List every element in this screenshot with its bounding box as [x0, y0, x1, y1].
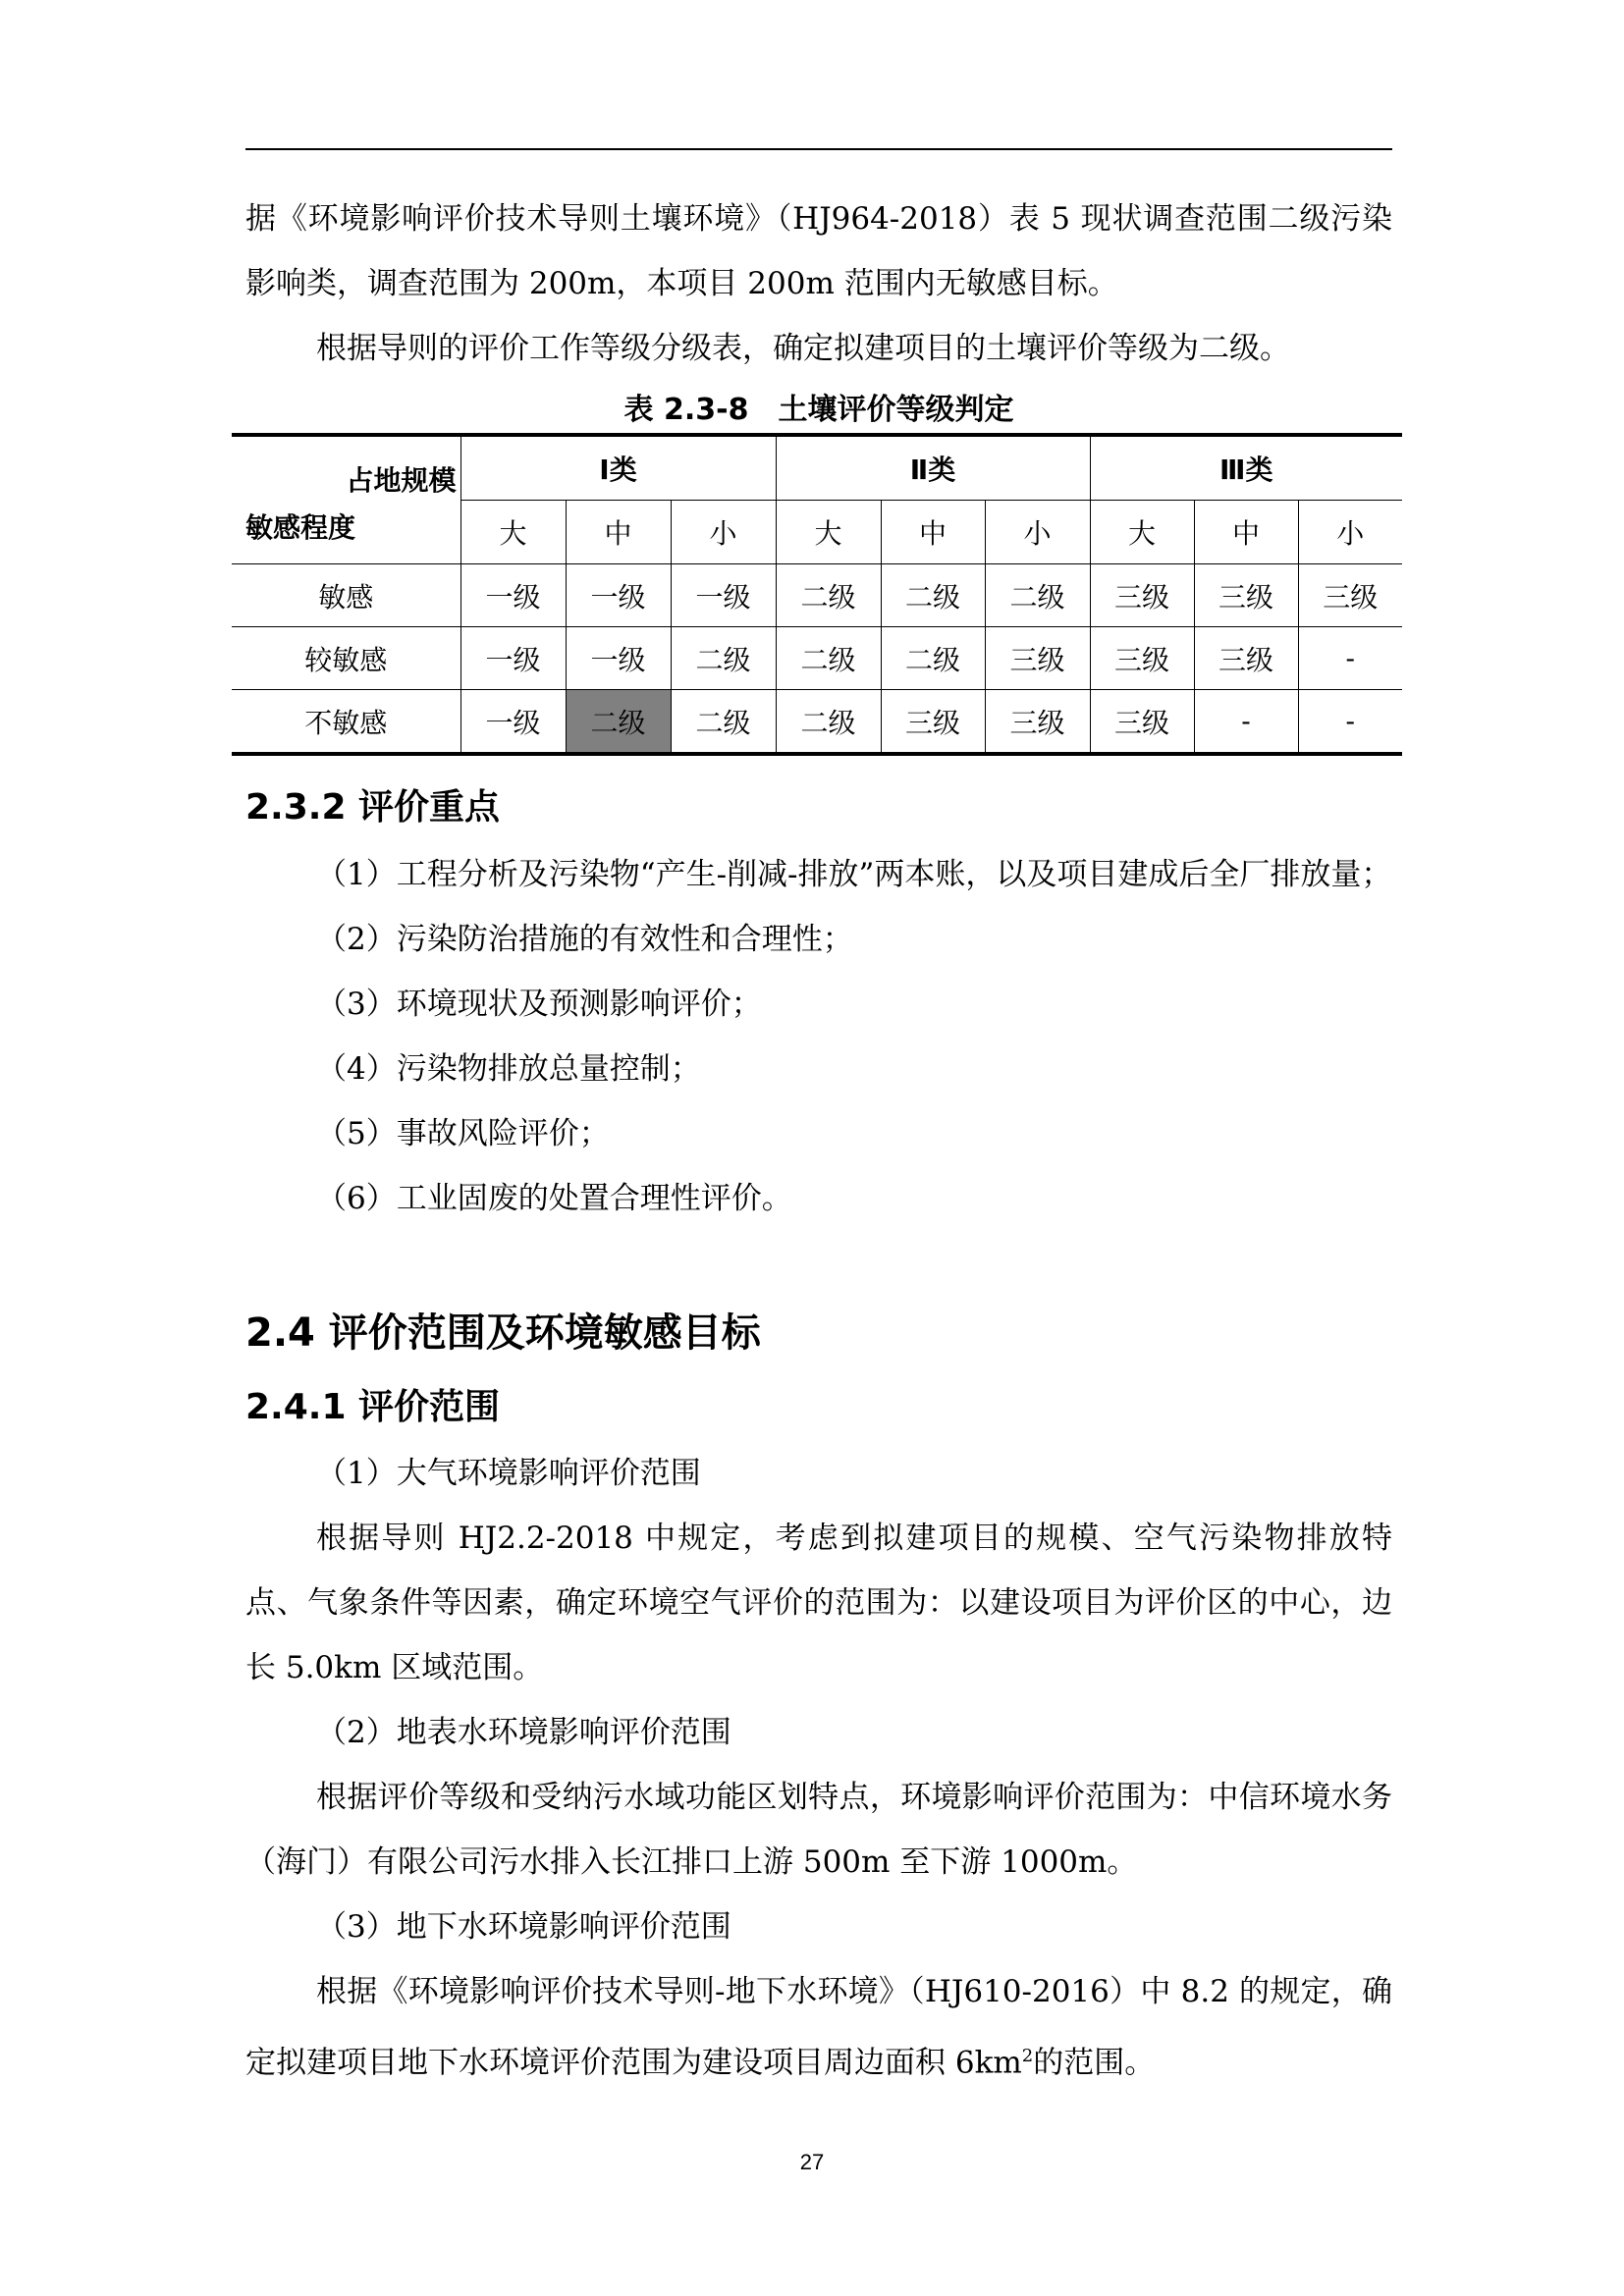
table-cell: 一级 — [671, 564, 776, 627]
table-cell: 三级 — [985, 690, 1090, 755]
table-cell: 二级 — [881, 627, 985, 690]
class-header-1: Ⅰ类 — [460, 435, 776, 501]
table-row-not-sensitive — [232, 690, 1402, 755]
list-item: （6）工业固废的处置合理性评价。 — [316, 1181, 792, 1216]
table-cell: 二级 — [671, 690, 776, 755]
subsection-title-groundwater: （3）地下水环境影响评价范围 — [316, 1909, 731, 1945]
size-header: 小 — [985, 501, 1090, 564]
table-cell: - — [1298, 627, 1402, 690]
table-cell: 三级 — [985, 627, 1090, 690]
superscript-2: 2 — [1021, 2046, 1034, 2066]
table-cell: 一级 — [460, 627, 566, 690]
table-cell: 二级 — [776, 690, 881, 755]
section-heading-2-4: 2.4 评价范围及环境敏感目标 — [245, 1310, 761, 1356]
table-row-less-sensitive — [232, 627, 1402, 690]
table-cell: 三级 — [1090, 690, 1194, 755]
table-cell: 三级 — [881, 690, 985, 755]
table-cell: 二级 — [881, 564, 985, 627]
table-header-row-classes — [232, 435, 1402, 501]
table-cell-highlighted: 二级 — [566, 690, 671, 755]
table-cell: 二级 — [985, 564, 1090, 627]
evaluation-scope-block — [245, 1441, 1392, 2095]
table-cell: 一级 — [460, 564, 566, 627]
table-cell: 一级 — [566, 627, 671, 690]
row-label: 敏感 — [232, 564, 460, 627]
table-cell: 二级 — [776, 564, 881, 627]
section-heading-2-4-1: 2.4.1 评价范围 — [245, 1387, 501, 1427]
table-row-sensitive — [232, 564, 1402, 627]
table-cell: 三级 — [1194, 564, 1298, 627]
corner-label-scale: 占地规模 — [346, 463, 457, 497]
list-item: （4）污染物排放总量控制； — [316, 1051, 701, 1087]
size-header: 小 — [1298, 501, 1402, 564]
size-header: 中 — [1194, 501, 1298, 564]
size-header: 大 — [460, 501, 566, 564]
table-cell: 三级 — [1194, 627, 1298, 690]
table-cell: 一级 — [566, 564, 671, 627]
table-cell: 三级 — [1090, 627, 1194, 690]
table-cell: 三级 — [1090, 564, 1194, 627]
size-header: 小 — [671, 501, 776, 564]
size-header: 大 — [1090, 501, 1194, 564]
class-header-2: Ⅱ类 — [776, 435, 1090, 501]
subsection-title-air: （1）大气环境影响评价范围 — [316, 1456, 701, 1491]
intro-block — [245, 187, 1392, 381]
subsection-text-surface-water: 根据评价等级和受纳污水域功能区划特点，环境影响评价范围为：中信环境水务（海门）有限公司污水排入长江排口上游 500m 至下游 1000m。 — [245, 1780, 1392, 1880]
table-corner-cell — [232, 435, 460, 564]
class-header-3: Ⅲ类 — [1090, 435, 1402, 501]
table-cell: 二级 — [671, 627, 776, 690]
intro-paragraph-1: 据《环境影响评价技术导则土壤环境》（HJ964-2018）表 5 现状调查范围二级污染影响类，调查范围为 200m，本项目 200m 范围内无敏感目标。 — [245, 201, 1392, 301]
table-cell: - — [1194, 690, 1298, 755]
row-label: 较敏感 — [232, 627, 460, 690]
table-cell: - — [1298, 690, 1402, 755]
header-rule — [245, 148, 1392, 150]
groundwater-text-main: 根据《环境影响评价技术导则-地下水环境》（HJ610-2016）中 8.2 的规定，确定拟建项目地下水环境评价范围为建设项目周边面积 6km — [245, 1974, 1392, 2081]
list-item: （2）污染防治措施的有效性和合理性； — [316, 922, 853, 957]
evaluation-focus-list — [245, 842, 1392, 1231]
subsection-title-surface-water: （2）地表水环境影响评价范围 — [316, 1715, 731, 1750]
page-number: 27 — [799, 2150, 825, 2174]
table-cell: 一级 — [460, 690, 566, 755]
size-header: 中 — [566, 501, 671, 564]
list-item: （5）事故风险评价； — [316, 1116, 610, 1151]
corner-label-sensitivity: 敏感程度 — [245, 510, 356, 544]
section-heading-2-3-2: 2.3.2 评价重点 — [245, 787, 501, 828]
list-item: （1）工程分析及污染物“产生-削减-排放”两本账，以及项目建成后全厂排放量； — [316, 857, 1392, 892]
size-header: 大 — [776, 501, 881, 564]
row-label: 不敏感 — [232, 690, 460, 755]
list-item: （3）环境现状及预测影响评价； — [316, 987, 762, 1022]
groundwater-text-end: 的范围。 — [1033, 2045, 1156, 2081]
subsection-text-air: 根据导则 HJ2.2-2018 中规定，考虑到拟建项目的规模、空气污染物排放特点、气象条件等因素，确定环境空气评价的范围为：以建设项目为评价区的中心，边长 5.0km 区域范围。 — [245, 1521, 1392, 1685]
table-caption: 表 2.3-8 土壤评价等级判定 — [623, 393, 1014, 427]
size-header: 中 — [881, 501, 985, 564]
soil-grade-table — [232, 433, 1402, 756]
intro-paragraph-2: 根据导则的评价工作等级分级表，确定拟建项目的土壤评价等级为二级。 — [316, 331, 1290, 366]
table-cell: 二级 — [776, 627, 881, 690]
subsection-text-groundwater — [245, 1959, 1392, 2095]
table-cell: 三级 — [1298, 564, 1402, 627]
